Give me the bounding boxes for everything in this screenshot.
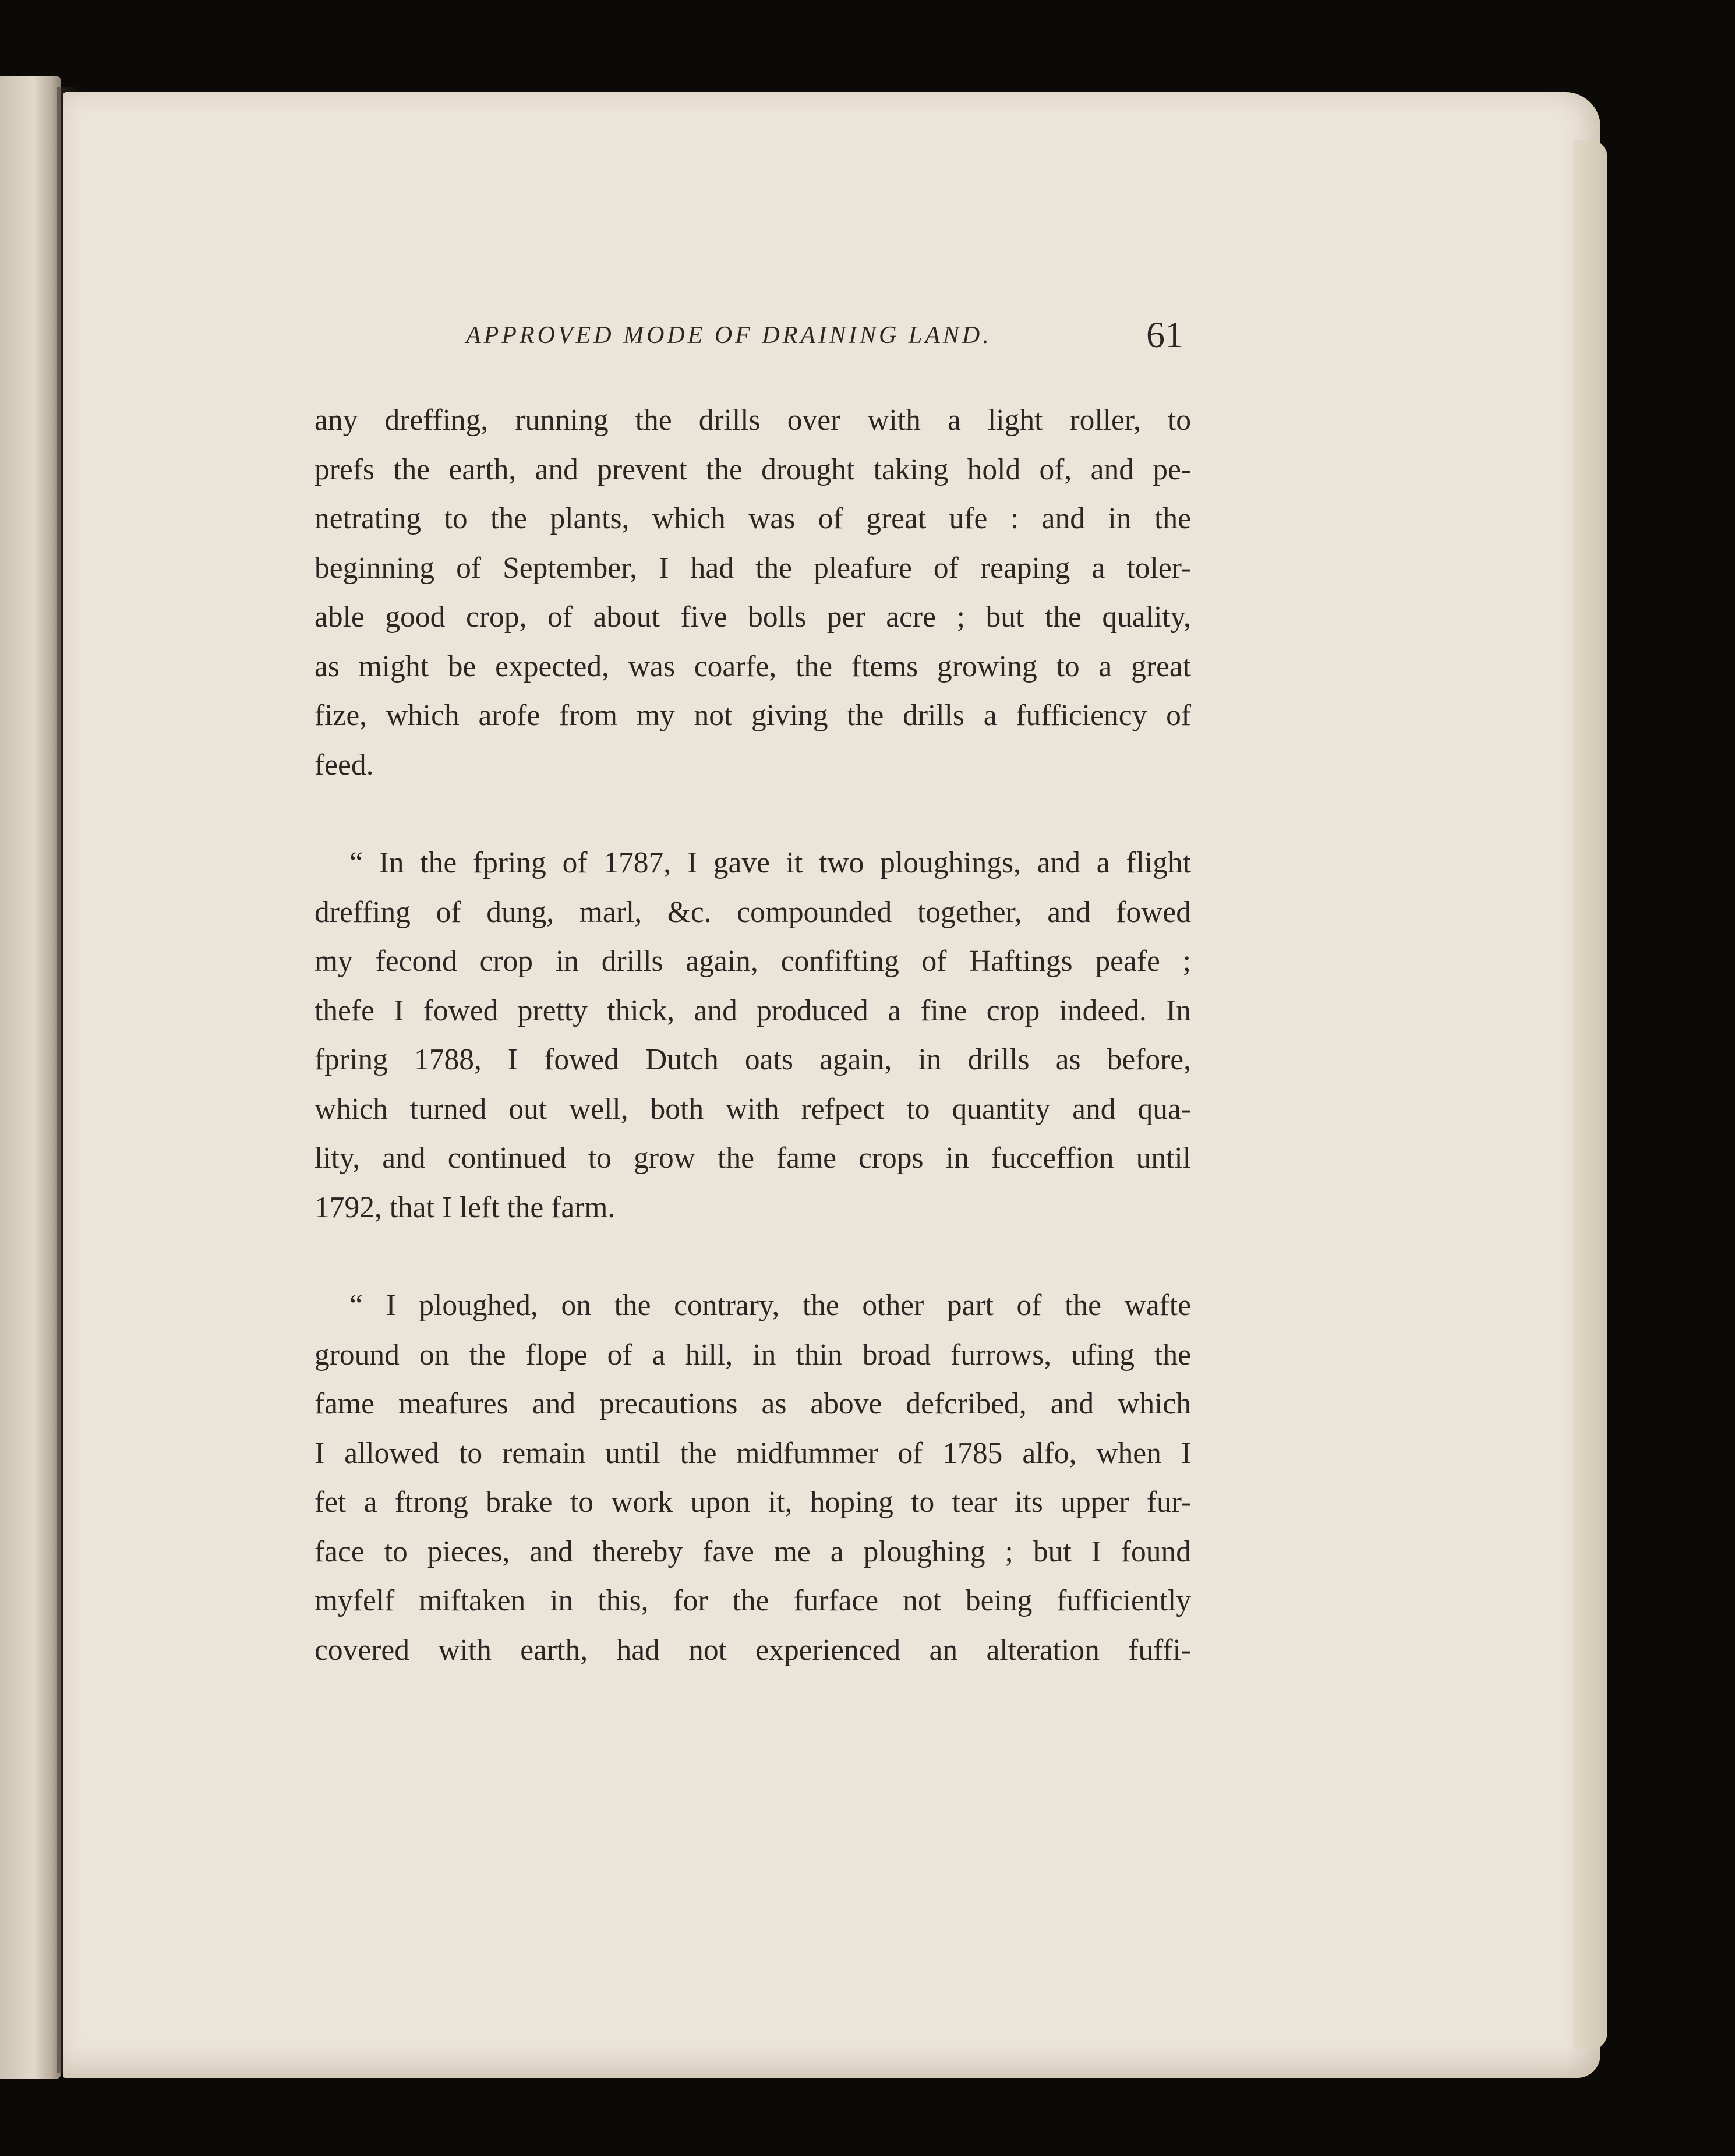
text-line: “ I ploughed, on the contrary, the other part of the wafte [349, 1289, 1191, 1322]
text-line: “ In the fpring of 1787, I gave it two ploughings, and a flight [349, 846, 1191, 879]
text-line: fame meafures and precautions as above defcribed, and which [315, 1387, 1191, 1420]
text-line: feed. [315, 748, 374, 782]
paragraph-gap [315, 790, 1191, 839]
paragraph-2 [315, 839, 1191, 1232]
text-line: lity, and continued to grow the fame crops in fucceffion until [315, 1141, 1191, 1175]
text-line: able good crop, of about five bolls per acre ; but the quality, [315, 600, 1191, 634]
page-fore-edge [1573, 140, 1607, 2050]
text-line: fpring 1788, I fowed Dutch oats again, in drills as before, [315, 1043, 1191, 1076]
text-line: beginning of September, I had the pleafure of reaping a toler- [315, 551, 1191, 585]
text-line: ground on the flope of a hill, in thin broad furrows, ufing the [315, 1338, 1191, 1372]
text-line: netrating to the plants, which was of great ufe : and in the [315, 502, 1191, 535]
text-line: 1792, that I left the farm. [315, 1190, 616, 1224]
book-spine [0, 76, 61, 2079]
text-line: which turned out well, both with refpect to quantity and qua- [315, 1092, 1191, 1126]
text-line: my fecond crop in drills again, confifting of Haftings peafe ; [315, 945, 1191, 978]
text-line: covered with earth, had not experienced an alteration fuffi- [315, 1633, 1191, 1667]
text-block [315, 396, 1191, 1675]
running-head: APPROVED MODE OF DRAINING LAND. [466, 322, 992, 349]
text-line: fize, which arofe from my not giving the drills a fufficiency of [315, 699, 1191, 732]
text-line: thefe I fowed pretty thick, and produced a fine crop indeed. In [315, 994, 1191, 1027]
text-line: any dreffing, running the drills over with a light roller, to [315, 404, 1191, 437]
text-line: dreffing of dung, marl, &c. compounded together, and fowed [315, 895, 1191, 929]
paragraph-gap [315, 1232, 1191, 1281]
paragraph-1 [315, 396, 1191, 790]
text-line: as might be expected, was coarfe, the ftems growing to a great [315, 649, 1191, 683]
paragraph-3 [315, 1281, 1191, 1675]
text-line: I allowed to remain until the midfummer of 1785 alfo, when I [315, 1436, 1191, 1470]
page-number: 61 [1146, 314, 1183, 355]
text-line: face to pieces, and thereby fave me a ploughing ; but I found [315, 1535, 1191, 1568]
text-line: prefs the earth, and prevent the drought taking hold of, and pe- [315, 453, 1191, 486]
text-line: myfelf miftaken in this, for the furface not being fufficiently [315, 1584, 1191, 1617]
text-line: fet a ftrong brake to work upon it, hoping to tear its upper fur- [315, 1486, 1191, 1519]
